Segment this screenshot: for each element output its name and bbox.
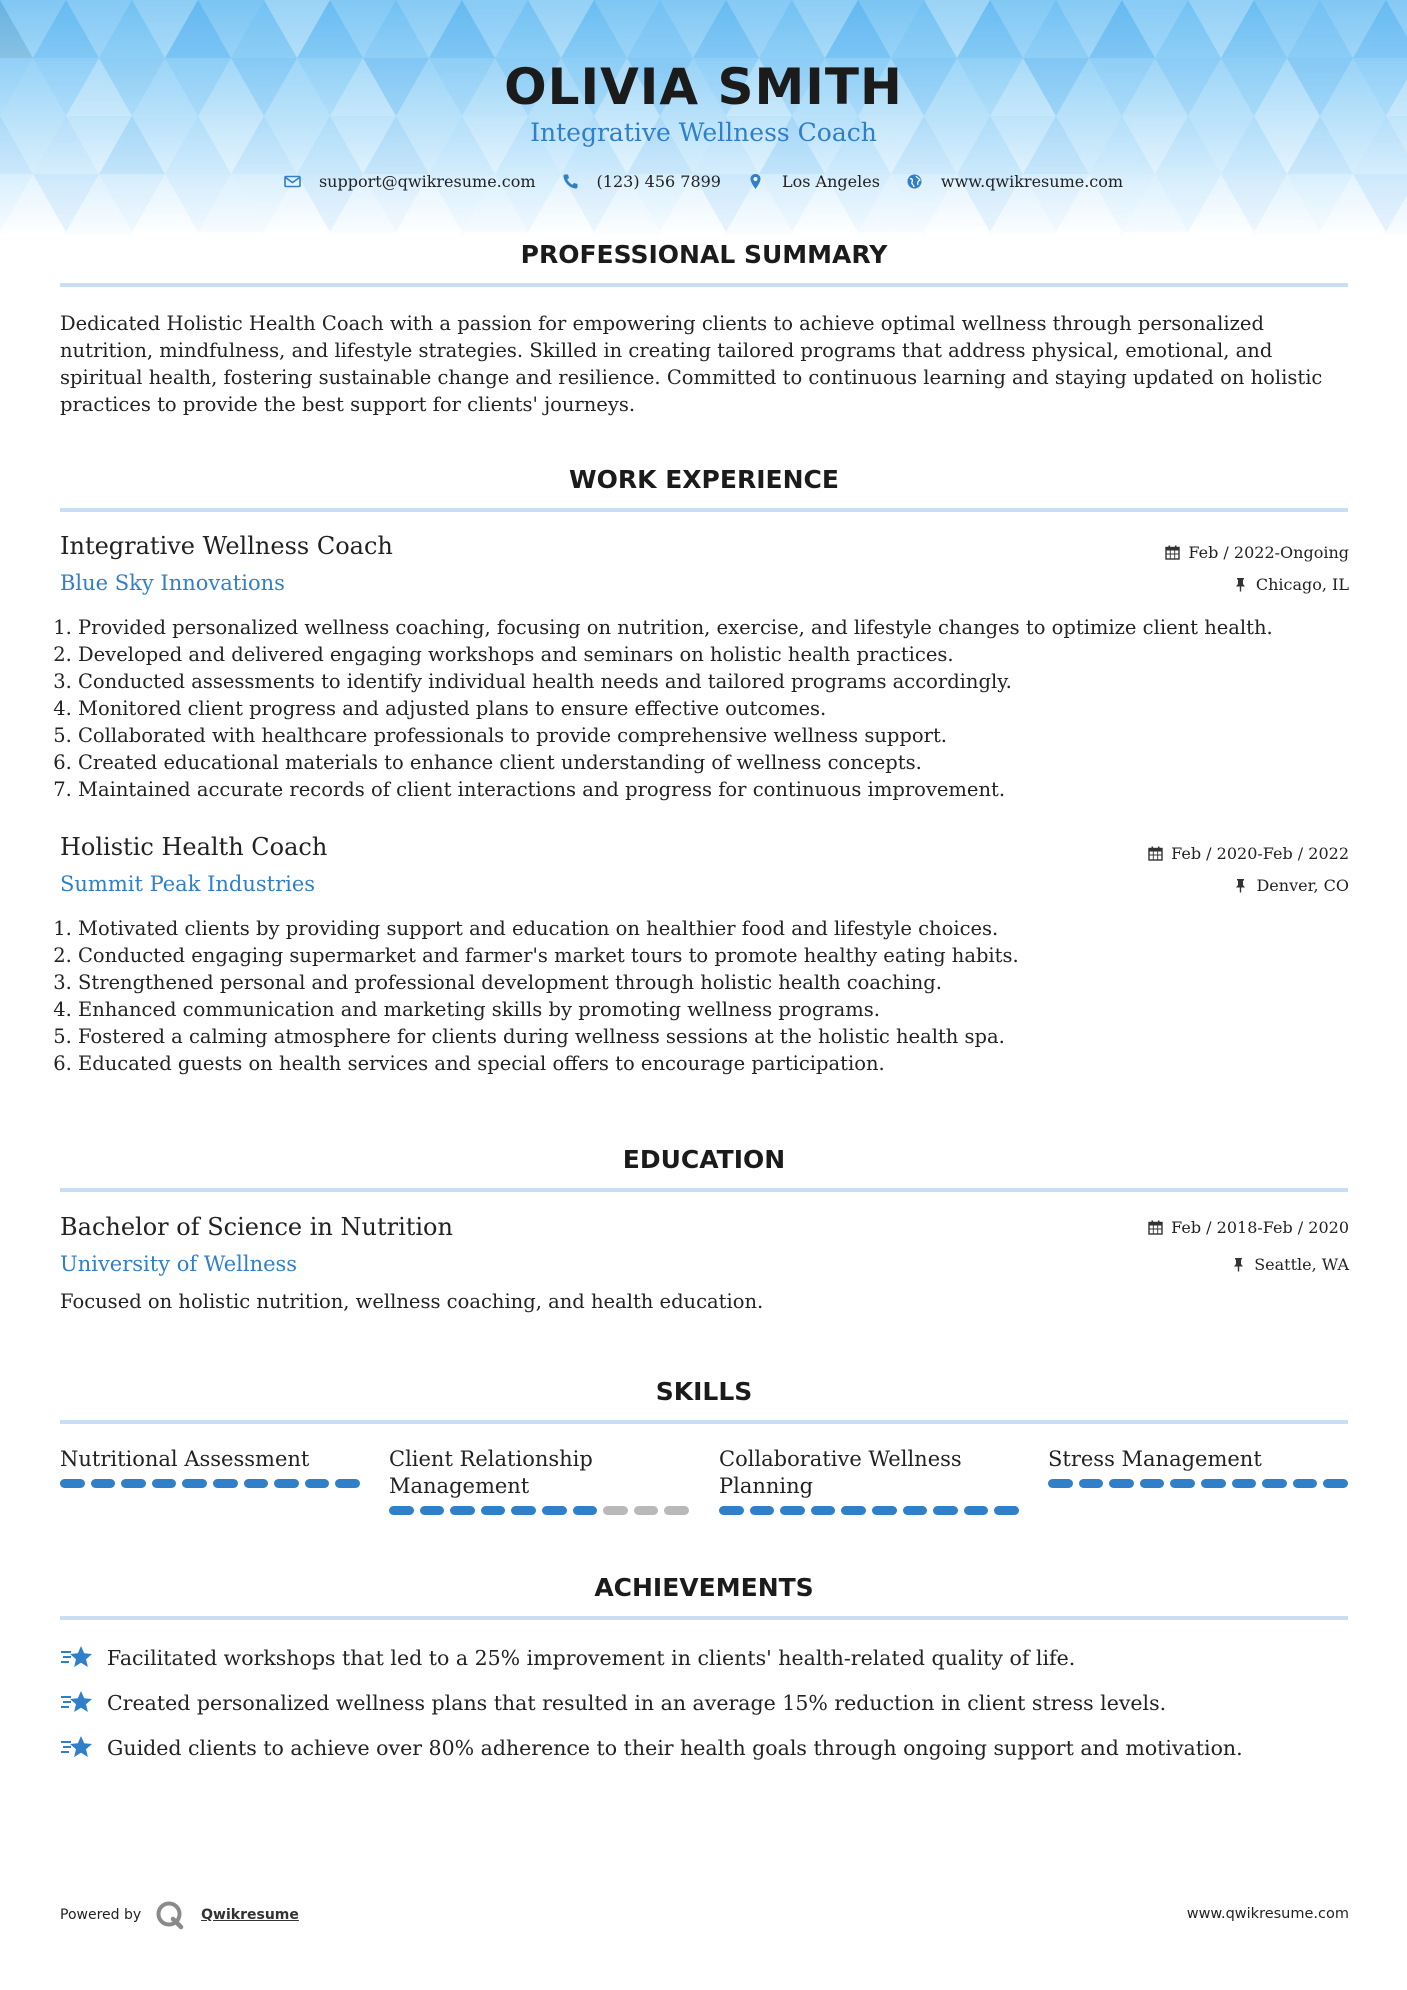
- skill-segment-empty: [634, 1506, 659, 1515]
- pattern-triangle: [0, 232, 66, 235]
- job-location-text: Chicago, IL: [1255, 575, 1349, 594]
- skill-segment-filled: [1201, 1479, 1226, 1488]
- skill-level-bar: [1048, 1479, 1348, 1488]
- job-bullets: [60, 614, 1368, 803]
- achievement-text: Facilitated workshops that led to a 25% improvement in clients' health-related quality of life.: [107, 1646, 1076, 1670]
- star-icon: [60, 1733, 94, 1763]
- education-description: Focused on holistic nutrition, wellness coaching, and health education.: [60, 1290, 764, 1313]
- list-item: 2. Conducted engaging supermarket and farmer's market tours to promote healthy eating habits.: [78, 942, 1368, 969]
- pattern-triangle: [1056, 232, 1122, 235]
- pushpin-icon: [1231, 1257, 1246, 1272]
- pushpin-icon: [1233, 878, 1248, 893]
- skill-name: Nutritional Assessment: [60, 1447, 310, 1471]
- skill-segment-filled: [964, 1506, 989, 1515]
- list-item: 4. Monitored client progress and adjusted plans to ensure effective outcomes.: [78, 695, 1368, 722]
- summary-text: Dedicated Holistic Health Coach with a passion for empowering clients to achieve optimal wellness through personalized nutrition, mindfulness, and lifestyle strategies. Skilled in creating tailored programs that address physical, emotional, and spiritual health, fostering sustainable change and resilience. Committed to continuous learning and staying updated on holistic practices to provide the best support for clients' journeys.: [60, 312, 1323, 416]
- pattern-triangle: [924, 232, 990, 235]
- skill-segment-filled: [274, 1479, 299, 1488]
- skill-segment-filled: [389, 1506, 414, 1515]
- skill-segment-filled: [420, 1506, 445, 1515]
- list-item: 2. Developed and delivered engaging workshops and seminars on holistic health practices.: [78, 641, 1368, 668]
- skill-name: Collaborative Wellness Planning: [719, 1447, 962, 1498]
- school-name: University of Wellness: [60, 1252, 298, 1276]
- education-dates: [1148, 1218, 1349, 1237]
- skill-segment-filled: [244, 1479, 269, 1488]
- pattern-triangle: [528, 232, 594, 235]
- contact-website[interactable]: [906, 172, 1123, 191]
- job-title: Holistic Health Coach: [60, 833, 328, 861]
- skill-segment-filled: [573, 1506, 598, 1515]
- resume-header: [0, 0, 1407, 235]
- pattern-triangle: [1188, 232, 1254, 235]
- skill-segment-filled: [335, 1479, 360, 1488]
- section-divider: [60, 1616, 1348, 1620]
- skill-segment-filled: [1293, 1479, 1318, 1488]
- contact-email[interactable]: [284, 172, 536, 191]
- achievement-text: Created personalized wellness plans that resulted in an average 15% reduction in client stress levels.: [107, 1691, 1167, 1715]
- globe-icon: [906, 173, 923, 190]
- calendar-icon: [1148, 846, 1163, 861]
- list-item: 1. Provided personalized wellness coaching, focusing on nutrition, exercise, and lifestyle changes to optimize client health.: [78, 614, 1368, 641]
- contact-email-text: support@qwikresume.com: [318, 172, 536, 191]
- pattern-triangle: [1320, 232, 1386, 235]
- skill-segment-filled: [994, 1506, 1019, 1515]
- job-dates-text: Feb / 2020-Feb / 2022: [1171, 844, 1349, 863]
- skill-segment-filled: [450, 1506, 475, 1515]
- skill-segment-filled: [1109, 1479, 1134, 1488]
- skill-segment-empty: [664, 1506, 689, 1515]
- job-location: [1233, 575, 1349, 594]
- list-item: 6. Created educational materials to enhance client understanding of wellness concepts.: [78, 749, 1368, 776]
- skill-segment-filled: [719, 1506, 744, 1515]
- skill-segment-filled: [750, 1506, 775, 1515]
- achievement-item: [60, 1733, 1243, 1763]
- candidate-name: OLIVIA SMITH: [504, 58, 903, 116]
- pattern-triangle: [858, 232, 924, 235]
- skill-segment-filled: [213, 1479, 238, 1488]
- achievements-heading: ACHIEVEMENTS: [594, 1573, 814, 1602]
- skill-level-bar: [389, 1506, 689, 1515]
- list-item: 3. Conducted assessments to identify individual health needs and tailored programs accordingly.: [78, 668, 1368, 695]
- pattern-triangle: [1386, 232, 1407, 235]
- pushpin-icon: [1233, 577, 1248, 592]
- pattern-triangle: [264, 232, 330, 235]
- skill-segment-filled: [903, 1506, 928, 1515]
- skills-heading: SKILLS: [655, 1377, 753, 1406]
- calendar-icon: [1165, 545, 1180, 560]
- star-icon: [60, 1688, 94, 1718]
- pattern-triangle: [198, 232, 264, 235]
- education-location: [1231, 1255, 1349, 1274]
- section-divider: [60, 1420, 1348, 1424]
- skill-segment-filled: [121, 1479, 146, 1488]
- skill-segment-filled: [91, 1479, 116, 1488]
- job-location-text: Denver, CO: [1256, 876, 1349, 895]
- footer-powered-by: [60, 1900, 299, 1930]
- achievement-item: [60, 1688, 1166, 1718]
- job-bullets: [60, 915, 1368, 1077]
- calendar-icon: [1148, 1220, 1163, 1235]
- degree-title: Bachelor of Science in Nutrition: [60, 1213, 453, 1241]
- candidate-title: Integrative Wellness Coach: [530, 118, 877, 147]
- skill-segment-filled: [780, 1506, 805, 1515]
- contact-row: [0, 172, 1407, 191]
- skill-segment-empty: [603, 1506, 628, 1515]
- pattern-triangle: [660, 232, 726, 235]
- skill-level-bar: [60, 1479, 360, 1488]
- job-title: Integrative Wellness Coach: [60, 532, 393, 560]
- skill-segment-filled: [152, 1479, 177, 1488]
- skill-segment-filled: [811, 1506, 836, 1515]
- skill-name: Stress Management: [1048, 1447, 1262, 1471]
- education-heading: EDUCATION: [622, 1145, 786, 1174]
- skill-level-bar: [719, 1506, 1019, 1515]
- company-name: Blue Sky Innovations: [60, 571, 285, 595]
- pattern-triangle: [990, 232, 1056, 235]
- skill-name: Client Relationship Management: [389, 1447, 593, 1498]
- contact-location-text: Los Angeles: [781, 172, 880, 191]
- education-location-text: Seattle, WA: [1254, 1255, 1349, 1274]
- education-dates-text: Feb / 2018-Feb / 2020: [1171, 1218, 1349, 1237]
- star-icon: [60, 1643, 94, 1673]
- experience-heading: WORK EXPERIENCE: [569, 465, 839, 494]
- section-divider: [60, 1188, 1348, 1192]
- skill-segment-filled: [872, 1506, 897, 1515]
- pattern-triangle: [330, 232, 396, 235]
- pattern-triangle: [1254, 232, 1320, 235]
- skill-item: [389, 1446, 689, 1515]
- skill-segment-filled: [841, 1506, 866, 1515]
- skill-segment-filled: [1323, 1479, 1348, 1488]
- skill-segment-filled: [1232, 1479, 1257, 1488]
- contact-website-text: www.qwikresume.com: [940, 172, 1124, 191]
- achievement-text: Guided clients to achieve over 80% adherence to their health goals through ongoing support and motivation.: [107, 1736, 1243, 1760]
- pattern-triangle: [132, 232, 198, 235]
- skill-item: [719, 1446, 1019, 1515]
- map-pin-icon: [747, 173, 764, 190]
- list-item: 1. Motivated clients by providing support and education on healthier food and lifestyle choices.: [78, 915, 1368, 942]
- company-name: Summit Peak Industries: [60, 872, 316, 896]
- achievement-item: [60, 1643, 1075, 1673]
- qwikresume-logo-icon: [155, 1900, 185, 1930]
- pattern-triangle: [594, 232, 660, 235]
- contact-phone[interactable]: [562, 172, 721, 191]
- brand-link[interactable]: Qwikresume: [201, 1907, 299, 1923]
- section-divider: [60, 283, 1348, 287]
- skill-segment-filled: [60, 1479, 85, 1488]
- section-divider: [60, 508, 1348, 512]
- job-location: [1233, 876, 1349, 895]
- skill-segment-filled: [305, 1479, 330, 1488]
- skill-segment-filled: [182, 1479, 207, 1488]
- skill-item: [60, 1446, 360, 1488]
- pattern-triangle: [66, 232, 132, 235]
- skill-segment-filled: [1048, 1479, 1073, 1488]
- skill-segment-filled: [511, 1506, 536, 1515]
- footer-url[interactable]: www.qwikresume.com: [1186, 1906, 1349, 1922]
- skill-segment-filled: [1262, 1479, 1287, 1488]
- list-item: 5. Fostered a calming atmosphere for clients during wellness sessions at the holistic health spa.: [78, 1023, 1368, 1050]
- envelope-icon: [284, 173, 301, 190]
- list-item: 7. Maintained accurate records of client interactions and progress for continuous improvement.: [78, 776, 1368, 803]
- pattern-triangle: [1122, 232, 1188, 235]
- summary-heading: PROFESSIONAL SUMMARY: [520, 240, 888, 269]
- contact-location: [747, 172, 880, 191]
- powered-by-label: Powered by: [60, 1907, 142, 1923]
- pattern-triangle: [462, 232, 528, 235]
- job-dates: [1165, 543, 1349, 562]
- skill-segment-filled: [481, 1506, 506, 1515]
- phone-icon: [562, 173, 579, 190]
- pattern-triangle: [726, 232, 792, 235]
- skill-segment-filled: [933, 1506, 958, 1515]
- job-dates: [1148, 844, 1349, 863]
- skill-item: [1048, 1446, 1348, 1488]
- contact-phone-text: (123) 456 7899: [596, 172, 721, 191]
- job-dates-text: Feb / 2022-Ongoing: [1188, 543, 1349, 562]
- skill-segment-filled: [1079, 1479, 1104, 1488]
- pattern-triangle: [792, 232, 858, 235]
- pattern-triangle: [396, 232, 462, 235]
- list-item: 3. Strengthened personal and professional development through holistic health coaching.: [78, 969, 1368, 996]
- skill-segment-filled: [1170, 1479, 1195, 1488]
- skill-segment-filled: [542, 1506, 567, 1515]
- list-item: 5. Collaborated with healthcare professionals to provide comprehensive wellness support.: [78, 722, 1368, 749]
- skill-segment-filled: [1140, 1479, 1165, 1488]
- list-item: 4. Enhanced communication and marketing skills by promoting wellness programs.: [78, 996, 1368, 1023]
- list-item: 6. Educated guests on health services and special offers to encourage participation.: [78, 1050, 1368, 1077]
